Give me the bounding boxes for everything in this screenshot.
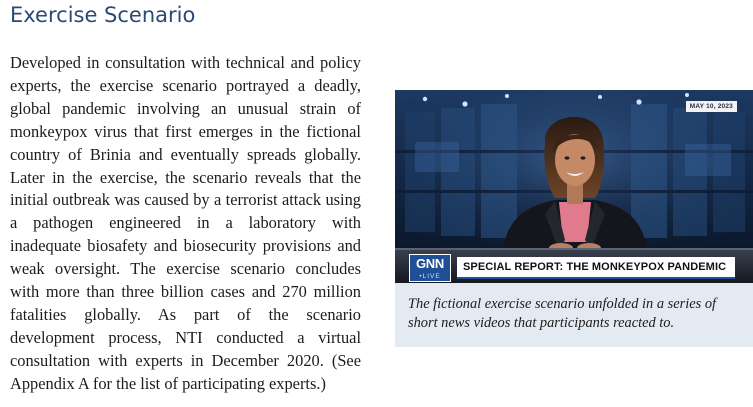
network-logo <box>409 254 451 282</box>
headline-bar <box>457 257 735 279</box>
scenario-paragraph: Developed in consultation with technical and policy experts, the exercise scenario portrayed a deadly, global pandemic involving an unusual strain of monkeypox virus that first emerges in the fictional country of Brinia and eventually spreads globally. Later in the exercise, the scenario reveals that the initial outbreak was caused by a terrorist attack using a pathogen engineered in a laboratory with inadequate biosafety and biosecurity provisions and weak oversight. The exercise scenario concludes with more than three billion cases and 270 million fatalities globally. As part of the scenario development process, NTI conducted a virtual consultation with experts in December 2020. (See Appendix A for the list of participating experts.) <box>10 53 361 393</box>
network-name: GNN <box>416 256 444 271</box>
news-lower-third <box>409 254 735 280</box>
news-video-still <box>395 90 753 283</box>
section-heading: Exercise Scenario <box>10 3 196 27</box>
date-badge: MAY 10, 2023 <box>686 101 737 112</box>
news-headline: SPECIAL REPORT: THE MONKEYPOX PANDEMIC <box>463 261 727 273</box>
live-tag: •LIVE <box>419 273 441 280</box>
news-video-figure <box>395 90 753 347</box>
figure-caption: The fictional exercise scenario unfolded in a series of short news videos that participants reacted to. <box>408 296 717 331</box>
